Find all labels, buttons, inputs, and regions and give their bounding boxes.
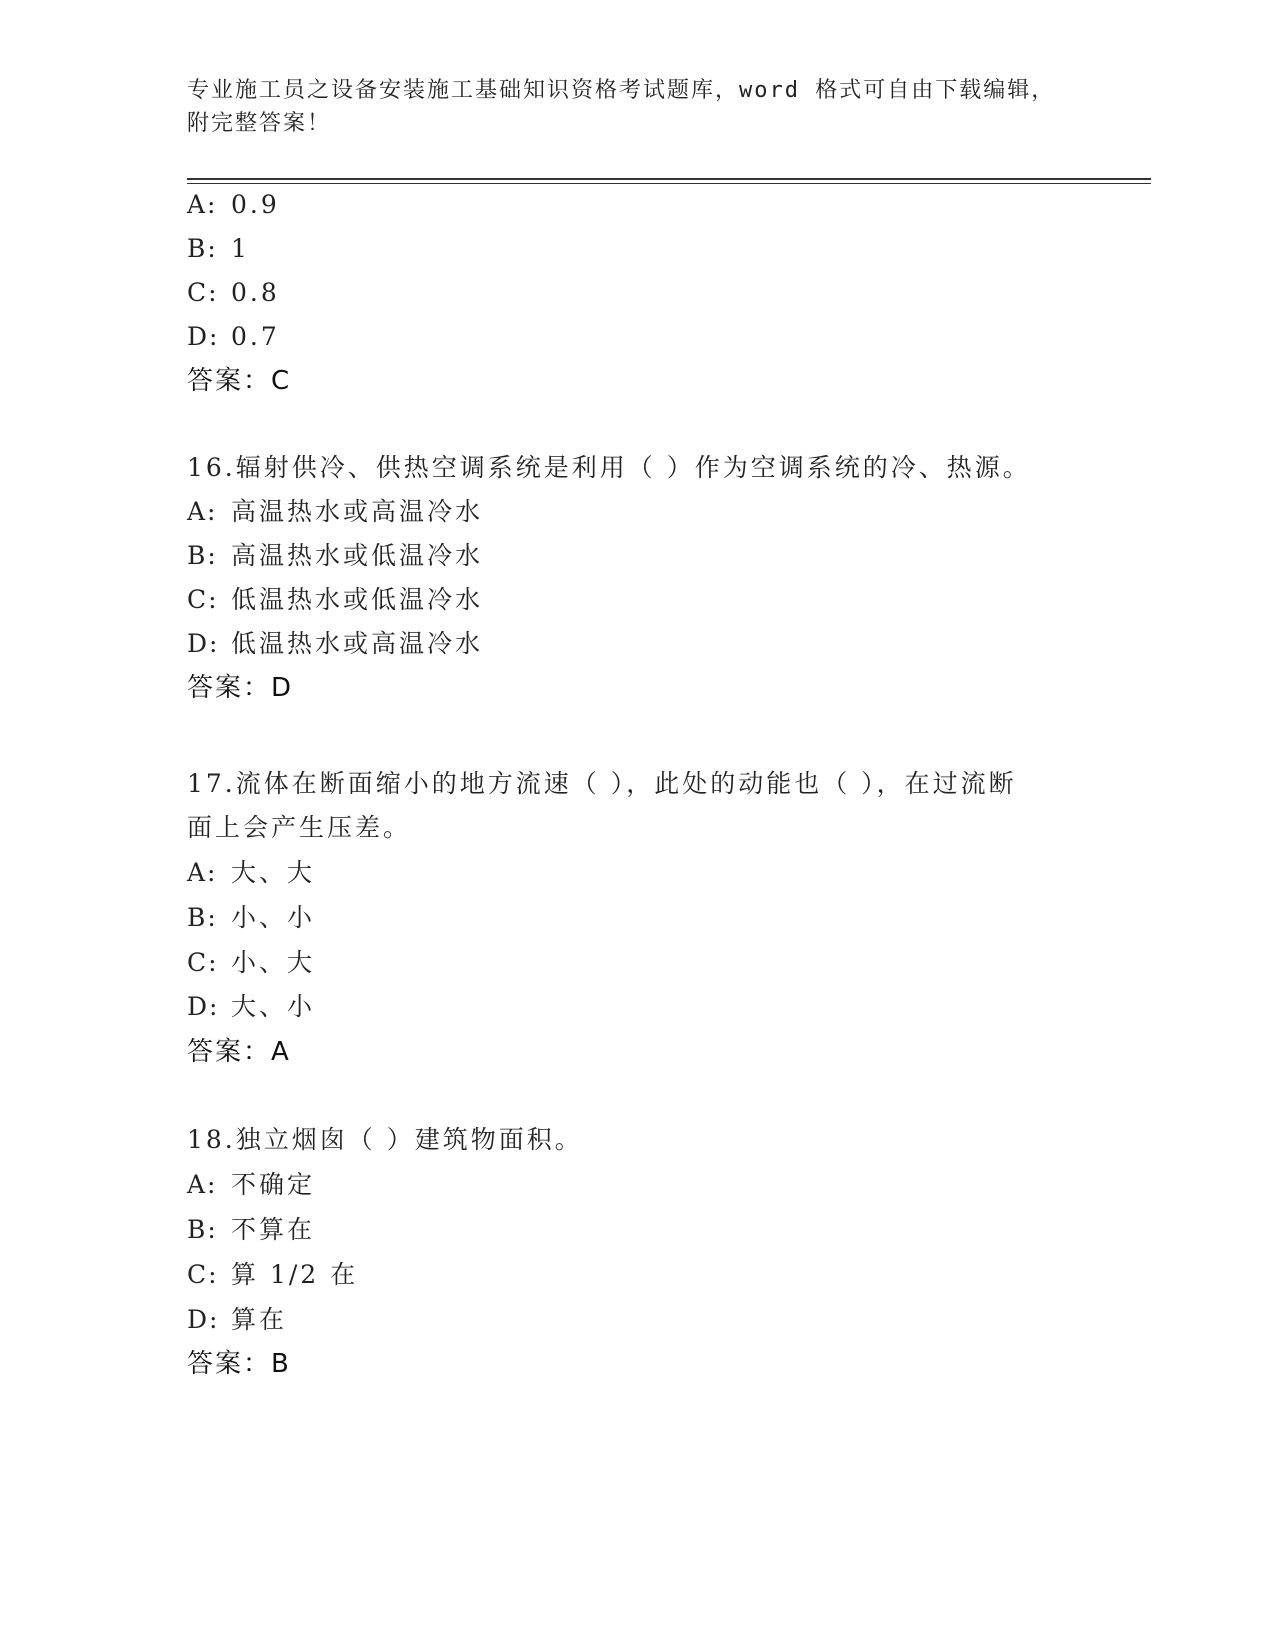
- option-label: B:: [187, 903, 218, 932]
- header-divider-thick: [187, 178, 1151, 180]
- q17-option-d: [187, 992, 315, 1022]
- option-label: D:: [187, 1305, 220, 1334]
- q18-question: 18.独立烟囱（ ）建筑物面积。: [187, 1125, 583, 1154]
- q18-answer: 答案：B: [187, 1349, 291, 1379]
- option-text: 低温热水或高温冷水: [231, 629, 484, 658]
- option-label: A:: [187, 497, 218, 526]
- q18-option-c: [187, 1260, 358, 1290]
- option-label: A:: [187, 190, 218, 219]
- option-text: 0.8: [231, 278, 280, 307]
- option-label: D:: [187, 322, 220, 351]
- option-text: 低温热水或低温冷水: [231, 585, 484, 614]
- q15-option-b: [187, 234, 250, 264]
- option-text: 不算在: [231, 1215, 316, 1244]
- q18-option-a: [187, 1170, 315, 1200]
- option-text: 算 1/2 在: [231, 1260, 359, 1289]
- q18-option-d: [187, 1305, 287, 1335]
- q17-answer: 答案：A: [187, 1037, 291, 1067]
- header-line-1: 专业施工员之设备安装施工基础知识资格考试题库，word 格式可自由下载编辑，: [187, 78, 1056, 103]
- option-label: B:: [187, 234, 218, 263]
- q16-option-b: [187, 541, 483, 571]
- option-label: A:: [187, 1170, 218, 1199]
- option-label: C:: [187, 1260, 219, 1289]
- q17-option-c: [187, 948, 315, 978]
- option-text: 0.9: [231, 190, 280, 219]
- option-text: 小、小: [231, 903, 316, 932]
- q15-option-a: [187, 190, 280, 220]
- option-text: 大、大: [231, 858, 316, 887]
- q17-option-b: [187, 903, 315, 933]
- q17-question-line-2: 面上会产生压差。: [187, 813, 412, 842]
- option-label: D:: [187, 992, 220, 1021]
- q15-answer: 答案：C: [187, 366, 292, 396]
- option-text: 1: [231, 234, 250, 263]
- q17-option-a: [187, 858, 315, 888]
- q18-option-b: [187, 1215, 315, 1245]
- option-text: 高温热水或低温冷水: [231, 541, 484, 570]
- q15-option-d: [187, 322, 280, 352]
- q16-option-a: [187, 497, 483, 527]
- option-label: C:: [187, 585, 219, 614]
- option-label: D:: [187, 629, 220, 658]
- option-text: 大、小: [231, 992, 316, 1021]
- option-text: 小、大: [231, 948, 316, 977]
- q17-question-line-1: 17.流体在断面缩小的地方流速（ ），此处的动能也（ ），在过流断: [187, 769, 1017, 798]
- option-label: B:: [187, 1215, 218, 1244]
- q16-option-d: [187, 629, 483, 659]
- q15-option-c: [187, 278, 280, 308]
- option-text: 不确定: [231, 1170, 316, 1199]
- document-header: [187, 74, 1087, 140]
- q16-answer: 答案：D: [187, 673, 294, 703]
- header-divider-thin: [187, 183, 1151, 184]
- option-label: A:: [187, 858, 218, 887]
- option-text: 高温热水或高温冷水: [231, 497, 484, 526]
- q16-question: 16.辐射供冷、供热空调系统是利用（ ）作为空调系统的冷、热源。: [187, 453, 1031, 482]
- option-label: B:: [187, 541, 218, 570]
- option-label: C:: [187, 948, 219, 977]
- option-text: 0.7: [231, 322, 280, 351]
- option-label: C:: [187, 278, 219, 307]
- option-text: 算在: [231, 1305, 288, 1334]
- q16-option-c: [187, 585, 483, 615]
- header-line-2: 附完整答案！: [187, 111, 332, 136]
